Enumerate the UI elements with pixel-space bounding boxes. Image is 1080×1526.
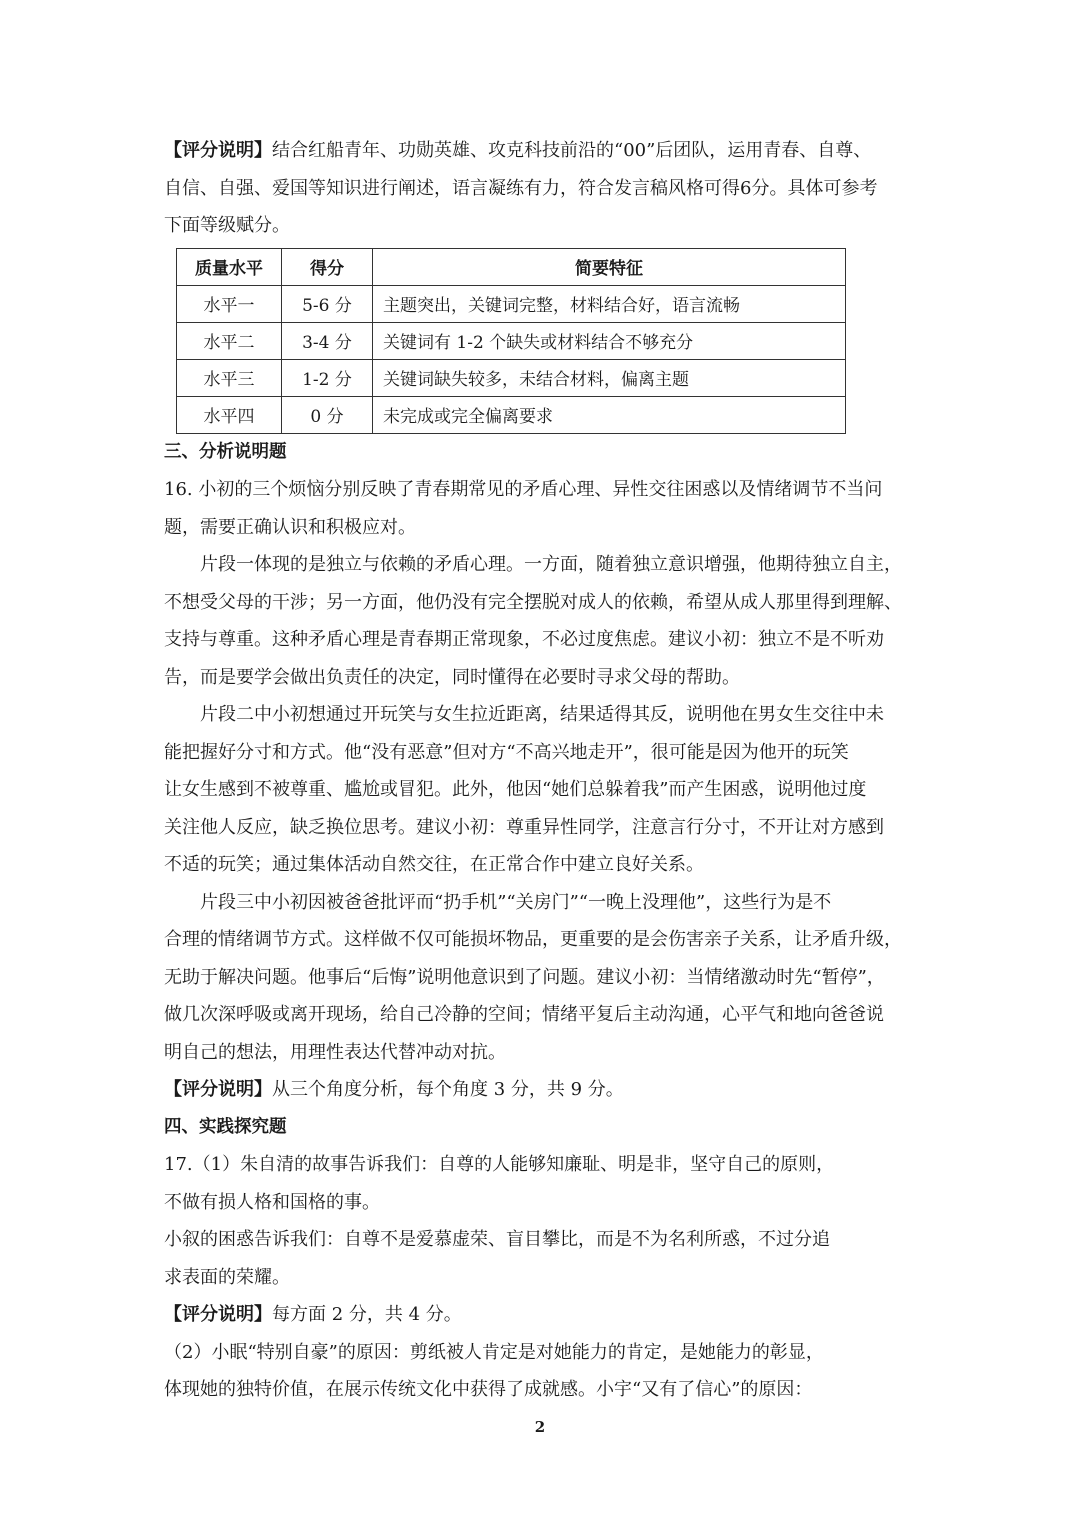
p1-line-2: 不想受父母的干涉；另一方面，他仍没有完全摆脱对成人的依赖，希望从成人那里得到理解、 — [164, 591, 902, 613]
p1-line-1: 片段一体现的是独立与依赖的矛盾心理。一方面，随着独立意识增强，他期待独立自主， — [200, 554, 902, 575]
score-cell: 1-2 分 — [282, 359, 373, 396]
table-row — [177, 285, 846, 322]
intro-line-1: 【评分说明】结合红船青年、功勋英雄、攻克科技前沿的“00”后团队，运用青春、自尊、 — [164, 140, 872, 161]
section-3-title: 三、分析说明题 — [164, 441, 287, 462]
score-cell: 5-6 分 — [282, 285, 373, 322]
page-number: 2 — [534, 1418, 546, 1436]
p3-line-2: 合理的情绪调节方式。这样做不仅可能损坏物品，更重要的是会伤害亲子关系，让矛盾升级， — [164, 929, 902, 950]
q17-1-line-1: 17.（1）朱自清的故事告诉我们：自尊的人能够知廉耻、明是非，坚守自己的原则， — [164, 1154, 835, 1175]
section-3-scoring-note: 【评分说明】从三个角度分析，每个角度 3 分，共 9 分。 — [164, 1079, 624, 1100]
q17-1-line-3: 小叙的困惑告诉我们：自尊不是爱慕虚荣、盲目攀比，而是不为名利所惑，不过分追 — [164, 1229, 830, 1250]
p2-line-3: 让女生感到不被尊重、尴尬或冒犯。此外，他因“她们总躲着我”而产生困惑，说明他过度 — [164, 779, 867, 800]
scoring-note-tag: 【评分说明】 — [164, 140, 272, 161]
p3-line-1: 片段三中小初因被爸爸批评而“扔手机”“关房门”“一晚上没理他”，这些行为是不 — [200, 891, 832, 913]
header-score: 得分 — [282, 248, 373, 285]
feature-cell: 主题突出，关键词完整，材料结合好，语言流畅 — [373, 285, 846, 322]
score-cell: 0 分 — [282, 396, 373, 433]
q16-line-2: 题，需要正确认识和积极应对。 — [164, 516, 416, 538]
table-row — [177, 396, 846, 433]
scoring-note-tag: 【评分说明】 — [164, 1079, 272, 1100]
q16-line-1: 16. 小初的三个烦恼分别反映了青春期常见的矛盾心理、异性交往困惑以及情绪调节不当问 — [164, 479, 883, 500]
score-cell: 3-4 分 — [282, 322, 373, 359]
level-cell: 水平一 — [177, 285, 282, 322]
p1-line-4: 告，而是要学会做出负责任的决定，同时懂得在必要时寻求父母的帮助。 — [164, 666, 740, 688]
q17-2-line-1: （2）小眠“特别自豪”的原因：剪纸被人肯定是对她能力的肯定，是她能力的彰显， — [164, 1341, 824, 1363]
p1-line-3: 支持与尊重。这种矛盾心理是青春期正常现象，不必过度焦虑。建议小初：独立不是不听劝 — [164, 629, 884, 650]
p2-line-1: 片段二中小初想通过开玩笑与女生拉近距离，结果适得其反，说明他在男女生交往中未 — [200, 704, 884, 725]
header-features: 简要特征 — [373, 248, 846, 285]
intro-line-3: 下面等级赋分。 — [164, 215, 290, 236]
feature-cell: 关键词缺失较多，未结合材料，偏离主题 — [373, 359, 846, 396]
table-header-row — [177, 248, 846, 285]
header-level: 质量水平 — [177, 248, 282, 285]
level-cell: 水平三 — [177, 359, 282, 396]
scoring-note-tag: 【评分说明】 — [164, 1304, 272, 1325]
grade-table — [176, 248, 846, 434]
section-4-scoring-note: 【评分说明】每方面 2 分，共 4 分。 — [164, 1304, 462, 1325]
feature-cell: 未完成或完全偏离要求 — [373, 396, 846, 433]
intro-line-2: 自信、自强、爱国等知识进行阐述，语言凝练有力，符合发言稿风格可得6分。具体可参考 — [164, 177, 878, 199]
p3-line-5: 明自己的想法，用理性表达代替冲动对抗。 — [164, 1041, 506, 1063]
q17-1-line-4: 求表面的荣耀。 — [164, 1266, 290, 1288]
q17-1-line-2: 不做有损人格和国格的事。 — [164, 1191, 380, 1213]
document-page — [164, 132, 924, 1409]
level-cell: 水平二 — [177, 322, 282, 359]
level-cell: 水平四 — [177, 396, 282, 433]
p3-line-3: 无助于解决问题。他事后“后悔”说明他意识到了问题。建议小初：当情绪激动时先“暂停”， — [164, 966, 885, 988]
p2-line-4: 关注他人反应，缺乏换位思考。建议小初：尊重异性同学，注意言行分寸，不开让对方感到 — [164, 816, 884, 838]
p3-line-4: 做几次深呼吸或离开现场，给自己冷静的空间；情绪平复后主动沟通，心平气和地向爸爸说 — [164, 1004, 884, 1025]
p2-line-5: 不适的玩笑；通过集体活动自然交往，在正常合作中建立良好关系。 — [164, 854, 704, 875]
p2-line-2: 能把握好分寸和方式。他“没有恶意”但对方“不高兴地走开”，很可能是因为他开的玩笑 — [164, 741, 849, 763]
table-row — [177, 359, 846, 396]
q17-2-line-2: 体现她的独特价值，在展示传统文化中获得了成就感。小宇“又有了信心”的原因： — [164, 1379, 813, 1400]
table-row — [177, 322, 846, 359]
feature-cell: 关键词有 1-2 个缺失或材料结合不够充分 — [373, 322, 846, 359]
section-4-title: 四、实践探究题 — [164, 1116, 287, 1137]
